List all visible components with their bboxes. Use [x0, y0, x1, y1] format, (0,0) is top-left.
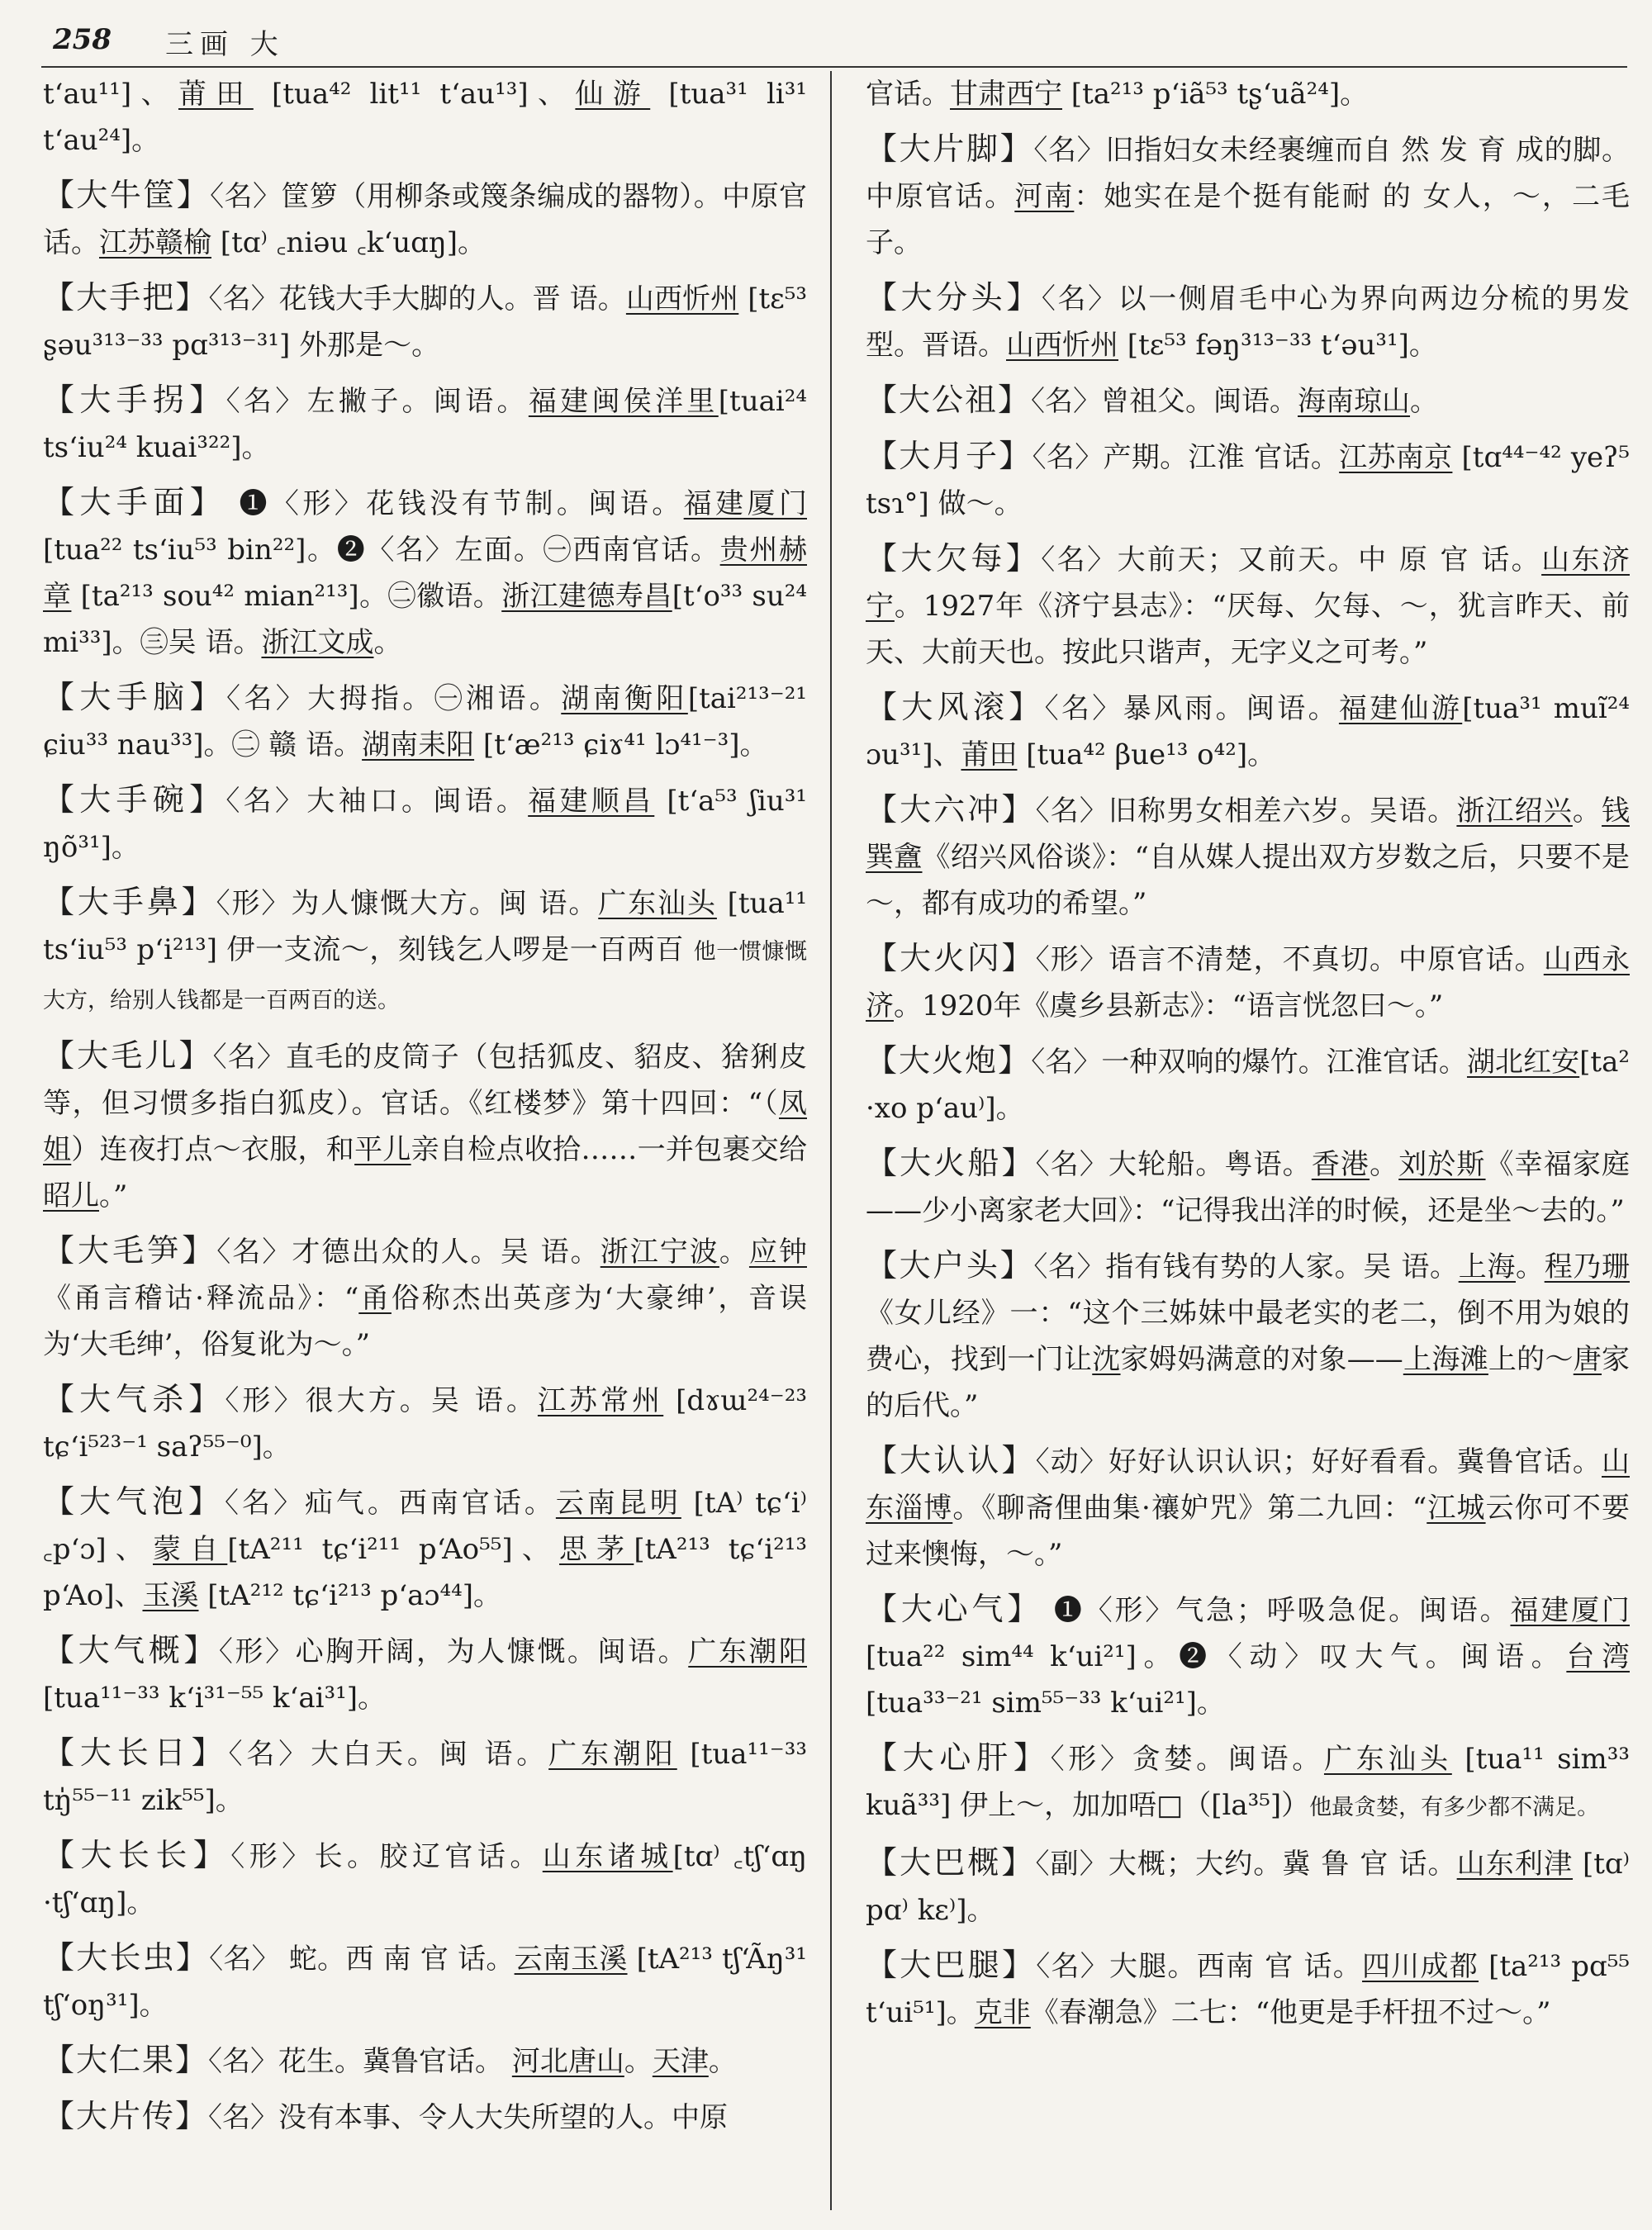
- entry-headword: 【大手碗】: [43, 781, 226, 818]
- entry-text: 〈动〉好好认识认识；好好看看。冀鲁官话。: [1035, 1445, 1602, 1478]
- entry-text: [tɑ⁾ ꜀niəu ꜀kʻuɑŋ]。: [211, 226, 487, 259]
- entry-text: tʻau¹¹]、: [43, 78, 178, 111]
- entry-headword: 【大六冲】: [866, 791, 1036, 828]
- entry-text: [tua²² tsʻiu⁵³ bin²²]。❷〈名〉左面。㊀西南官话。: [43, 534, 720, 567]
- place-name: 香港: [1311, 1148, 1370, 1181]
- dictionary-entry: [866, 1242, 1630, 1429]
- dictionary-entry: [43, 2037, 807, 2085]
- place-name: 克非: [974, 1996, 1031, 2029]
- dictionary-entry: [866, 1140, 1630, 1234]
- place-name: 山西忻州: [1006, 329, 1118, 362]
- place-name: 福建厦门: [1510, 1594, 1630, 1627]
- place-name: 思茅: [559, 1533, 634, 1566]
- entry-headword: 【大欠每】: [866, 540, 1042, 576]
- place-name: 广东潮阳: [548, 1738, 677, 1771]
- place-name: 浙江文成: [261, 626, 374, 659]
- entry-text: [ta²¹³ sou⁴² mian²¹³]。㊁徽语。: [71, 580, 502, 613]
- entry-text: 〈名〉才德出众的人。吴 语。: [216, 1236, 601, 1269]
- entry-text: 〈名〉大拇指。㊀湘语。: [225, 682, 562, 715]
- entry-headword: 【大火船】: [866, 1145, 1036, 1181]
- entry-headword: 【大仁果】: [43, 2042, 209, 2078]
- place-name: 钱巽盦: [866, 795, 1630, 874]
- entry-text: [tuai²⁴ tsʻiu²⁴ kuai³²²]。: [43, 385, 807, 464]
- dictionary-entry: [43, 879, 807, 1024]
- page-number: 258: [53, 23, 112, 56]
- place-name: 湖南耒阳: [362, 728, 475, 762]
- dictionary-entry: [43, 1376, 807, 1470]
- place-name: 山西忻州: [625, 282, 739, 316]
- place-name: 海南琼山: [1298, 385, 1411, 418]
- entry-text: [tɑ⁾ pɑ⁾ kɛ⁾]。: [866, 1848, 1630, 1927]
- dictionary-entry: [866, 684, 1630, 778]
- entry-headword: 【大毛儿】: [43, 1037, 213, 1074]
- entry-text: 〈名〉以一侧眉毛中心为界向两边分梳的男发型。晋语。: [866, 282, 1630, 362]
- place-name: 江城: [1427, 1492, 1486, 1525]
- place-name: 山东诸城: [542, 1840, 673, 1873]
- place-name: 莆田: [178, 78, 254, 111]
- place-name: 福建闽侯洋里: [528, 385, 719, 418]
- entry-headword: 【大巴概】: [866, 1844, 1036, 1881]
- dictionary-entry: [866, 377, 1630, 425]
- entry-text: 〈名〉大前天；又前天。中 原 官 话。: [1041, 543, 1542, 576]
- place-name: 贵州赫章: [43, 534, 807, 613]
- entry-text: 〈名〉疝气。西南官话。: [224, 1487, 556, 1520]
- dictionary-entry: [866, 433, 1630, 527]
- entry-text: 〈名〉大轮船。粤语。: [1035, 1148, 1312, 1181]
- entry-text: 。《聊斋俚曲集·禳妒咒》第二九回：“: [952, 1492, 1427, 1525]
- dictionary-entry: [43, 776, 807, 871]
- entry-text: [dɤɯ²⁴⁻²³ tɕʻi⁵²³⁻¹ saʔ⁵⁵⁻⁰]。: [43, 1384, 807, 1464]
- entry-text: 〈名〉筐箩（用柳条或篾条编成的器物）。中原官话。: [43, 180, 807, 259]
- dictionary-entry: [866, 126, 1630, 266]
- entry-text: 云你可不要过来懊悔，～。”: [866, 1492, 1630, 1571]
- entry-text: 亲自检点收拾……一并包裹交给: [411, 1133, 807, 1166]
- place-name: 云南玉溪: [514, 1943, 628, 1976]
- place-name: 山东济宁: [866, 543, 1630, 623]
- place-name: 凤姐: [43, 1087, 807, 1166]
- entry-text: 〈名〉大袖口。闽语。: [225, 785, 529, 818]
- entry-text: 官话。: [866, 78, 950, 111]
- place-name: 广东汕头: [1323, 1743, 1452, 1776]
- place-name: 广东潮阳: [688, 1635, 807, 1668]
- entry-text: 〈名〉花钱大手大脚的人。晋 语。: [208, 282, 626, 316]
- place-name: 甬: [358, 1282, 392, 1315]
- entry-text: 〈形〉心胸开阔，为人慷慨。闽语。: [218, 1635, 689, 1668]
- entry-text: 〈名〉花生。冀鲁官话。: [208, 2045, 512, 2078]
- entry-headword: 【大户头】: [866, 1247, 1034, 1283]
- entry-text: [tua¹¹ sim³³ kuã³³] 伊上～，加加唔□（[la³⁵]）: [866, 1743, 1630, 1822]
- entry-text: 。: [1370, 1148, 1399, 1181]
- entry-text: 。: [1572, 795, 1602, 828]
- page-header: [41, 18, 1627, 63]
- place-name: 广东汕头: [598, 887, 717, 920]
- place-name: 江苏赣榆: [99, 226, 211, 259]
- entry-text: [tʻa⁵³ ʃiu³¹ ŋõ³¹]。: [43, 785, 807, 864]
- entry-headword: 【大毛笋】: [43, 1232, 217, 1269]
- entry-text: [tua¹¹⁻³³ kʻi³¹⁻⁵⁵ kʻai³¹]。: [43, 1682, 387, 1715]
- entry-text: ：她实在是个挺有能耐 的 女人，～，二毛子。: [866, 180, 1630, 259]
- entry-headword: 【大牛筐】: [43, 177, 211, 213]
- place-name: 天津: [652, 2045, 709, 2078]
- place-name: 沈: [1092, 1343, 1121, 1376]
- entry-headword: 【大风滚】: [866, 689, 1045, 725]
- dictionary-entry: [43, 674, 807, 768]
- dictionary-entry: [43, 2093, 807, 2141]
- place-name: 福建厦门: [683, 487, 807, 520]
- entry-headword: 【大心气】: [866, 1591, 1043, 1627]
- entry-headword: 【大火闪】: [866, 940, 1036, 976]
- entry-text: [ta²¹³ pʻiã⁵³ tʂʻuã²⁴]。: [1062, 78, 1369, 111]
- place-name: 四川成都: [1362, 1950, 1479, 1983]
- entry-text: 〈名〉旧指妇女未经裹缠而自 然 发 育 成的脚。中原官话。: [866, 134, 1630, 213]
- left-column: [43, 71, 807, 2210]
- place-name: 应钟: [748, 1236, 807, 1269]
- dictionary-entry: [43, 1729, 807, 1824]
- dictionary-entry: [866, 935, 1630, 1029]
- entry-headword: 【大气概】: [43, 1632, 219, 1668]
- place-name: 福建仙游: [1338, 692, 1463, 725]
- entry-text: 〈副〉大概；大约。冀 鲁 官 话。: [1035, 1848, 1457, 1881]
- place-name: 云南昆明: [555, 1487, 681, 1520]
- entry-headword: 【大巴腿】: [866, 1947, 1037, 1983]
- entry-text: 〈名〉没有本事、令人大失所望的人。中原: [208, 2101, 729, 2134]
- header-rule: [41, 66, 1627, 68]
- entry-text: 〈名〉左撇子。闽语。: [225, 385, 529, 418]
- entry-text: 家姆妈满意的对象——: [1120, 1343, 1403, 1376]
- entry-text: 。: [708, 2045, 737, 2078]
- place-name: 浙江宁波: [600, 1236, 719, 1269]
- dictionary-entry: [43, 1227, 807, 1368]
- entry-text: 〈形〉语言不清楚，不真切。中原官话。: [1035, 943, 1544, 976]
- entry-headword: 【大手鼻】: [43, 884, 216, 920]
- column-divider: [830, 71, 832, 2210]
- entry-text: [tɛ⁵³ fəŋ³¹³⁻³³ tʻəu³¹]。: [1118, 329, 1437, 362]
- entry-text: 〈名〉产期。江淮 官话。: [1032, 441, 1340, 474]
- running-head: 三画 大: [165, 28, 285, 61]
- dictionary-entry: [866, 1437, 1630, 1578]
- entry-text: 〈名〉一种双响的爆竹。江淮官话。: [1031, 1046, 1467, 1079]
- place-name: 福建顺昌: [528, 785, 655, 818]
- entry-headword: 【大长长】: [43, 1837, 231, 1873]
- entry-headword: 【大片脚】: [866, 130, 1034, 167]
- entry-text: ❶〈形〉气急；呼吸急促。闽语。: [1042, 1594, 1511, 1627]
- entry-continuation: [43, 71, 807, 164]
- dictionary-entry: [43, 1934, 807, 2028]
- entry-headword: 【大分头】: [866, 279, 1042, 316]
- entry-text: 。: [373, 626, 402, 659]
- place-name: 江苏南京: [1339, 441, 1453, 474]
- entry-headword: 【大火炮】: [866, 1042, 1032, 1079]
- place-name: 河北唐山: [511, 2045, 624, 2078]
- entry-text: 《女儿经》一：“这个三姊妹中最老实的老二，倒不用为娘的费心，找到一门让: [866, 1297, 1630, 1376]
- entry-text: 。”: [99, 1179, 128, 1212]
- dictionary-entry: [43, 1627, 807, 1721]
- entry-headword: 【大手面】: [43, 484, 227, 520]
- entry-text: 〈形〉为人慷慨大方。闽 语。: [216, 887, 599, 920]
- place-name: 仙游: [575, 78, 651, 111]
- place-name: 台湾: [1566, 1640, 1630, 1673]
- entry-text: 〈名〉直毛的皮筒子（包括狐皮、貂皮、猞猁皮等，但习惯多指白狐皮）。官话。《红楼梦》第十四回：“（: [43, 1041, 807, 1120]
- entry-text: 〈形〉长。胶辽官话。: [230, 1840, 543, 1873]
- entry-text: 〈名〉旧称男女相差六岁。吴语。: [1035, 795, 1457, 828]
- place-name: 程乃珊: [1544, 1250, 1630, 1283]
- entry-text: ❶〈形〉花钱没有节制。闽语。: [226, 487, 684, 520]
- entry-text: [tua¹¹⁻³³ tŋ̍⁵⁵⁻¹¹ zik⁵⁵]。: [43, 1738, 807, 1817]
- dictionary-entry: [866, 1586, 1630, 1726]
- place-name: 湖南衡阳: [561, 682, 688, 715]
- entry-text: [tA²¹¹ tɕʻi²¹¹ pʻAo⁵⁵]、: [227, 1533, 560, 1566]
- entry-text: [tɑ⁴⁴⁻⁴² yeʔ⁵ tsɿ°] 做～。: [866, 441, 1630, 520]
- entry-text: ）连夜打点～衣服，和: [71, 1133, 355, 1166]
- entry-text: [tʻo³³ su²⁴ mi³³]。㊂吴 语。: [43, 580, 807, 659]
- dictionary-entry: [43, 172, 807, 266]
- place-name: 唐: [1573, 1343, 1602, 1376]
- entry-text: [tɑ⁾ ꜀tʃʻɑŋ ·tʃʻɑŋ]。: [43, 1840, 807, 1919]
- entry-headword: 【大手拐】: [43, 382, 226, 418]
- place-name: 浙江绍兴: [1456, 795, 1573, 828]
- entry-text: 〈名〉大腿。西南 官 话。: [1036, 1950, 1363, 1983]
- entry-headword: 【大手把】: [43, 279, 209, 316]
- place-name: 刘於斯: [1398, 1148, 1486, 1181]
- entry-text: 家的后代。”: [866, 1343, 1630, 1422]
- entry-text: [ta² ·xo pʻau⁾]。: [866, 1046, 1630, 1125]
- entry-text: [tua⁴² βue¹³ o⁴²]。: [1017, 738, 1276, 771]
- entry-text: 《绍兴风俗谈》：“自从媒人提出双方岁数之后，只要不是～，都有成功的希望。”: [866, 841, 1630, 920]
- entry-text: 。: [1410, 385, 1439, 418]
- entry-text: [tA²¹² tɕʻi²¹³ pʻaɔ⁴⁴]。: [198, 1579, 501, 1612]
- dictionary-entry: [43, 274, 807, 368]
- dictionary-entry: [866, 1734, 1630, 1831]
- entry-text: [tua³¹ li³¹ tʻau²⁴]。: [43, 78, 807, 157]
- entry-text: [tʻæ²¹³ ɕiɤ⁴¹ lɔ⁴¹⁻³]。: [474, 728, 768, 762]
- dictionary-entry: [43, 1478, 807, 1619]
- dictionary-entry: [866, 1839, 1630, 1933]
- dictionary-entry: [43, 377, 807, 471]
- dictionary-entry: [866, 786, 1630, 927]
- entry-text: 。1920年《虞乡县新志》：“语言恍忽曰～。”: [894, 989, 1444, 1022]
- dictionary-entry: [43, 1832, 807, 1926]
- place-name: 湖北红安: [1466, 1046, 1580, 1079]
- entry-text: 。: [1516, 1250, 1545, 1283]
- entry-headword: 【大长日】: [43, 1734, 229, 1771]
- entry-text: 〈形〉很大方。吴 语。: [225, 1384, 538, 1417]
- dictionary-entry: [866, 535, 1630, 676]
- place-name: 河南: [1014, 180, 1075, 213]
- entry-text: 上的～: [1488, 1343, 1574, 1376]
- place-name: 蒙自: [152, 1533, 228, 1566]
- right-column: [866, 71, 1630, 2210]
- entry-headword: 【大认认】: [866, 1442, 1036, 1478]
- gloss-text: 他一惯慷慨大方，给别人钱都是一百两百的送。: [43, 939, 807, 1013]
- entry-text: 。1927年《济宁县志》：“厌每、欠每、～，犹言昨天、前天、大前天也。按此只谐声，无字义之可考。”: [866, 590, 1630, 669]
- entry-text: 《春潮急》二七：“他更是手杆扭不过～。”: [1030, 1996, 1551, 2029]
- dictionary-entry: [43, 479, 807, 666]
- entry-text: 〈名〉指有钱有势的人家。吴 语。: [1033, 1250, 1459, 1283]
- place-name: 玉溪: [142, 1579, 199, 1612]
- entry-headword: 【大公祖】: [866, 382, 1032, 418]
- dictionary-entry: [866, 274, 1630, 368]
- entry-text: [tua¹¹ tsʻiu⁵³ pʻi²¹³] 伊一支流～，刻钱乞人啰是一百两百: [43, 887, 807, 966]
- entry-text: 《幸福家庭——少小离家老大回》：“记得我出洋的时候，还是坐～去的。”: [866, 1148, 1630, 1227]
- entry-headword: 【大气泡】: [43, 1483, 225, 1520]
- entry-text: [tA⁾ tɕʻi⁾ ꜀pʻɔ]、: [43, 1487, 807, 1566]
- entry-text: 〈名〉 蛇。西 南 官 话。: [209, 1943, 515, 1976]
- place-name: 上海: [1458, 1250, 1517, 1283]
- entry-text: [tua³¹ muĩ²⁴ ɔu³¹]、: [866, 692, 1630, 771]
- entry-text: 〈名〉曾祖父。闽语。: [1031, 385, 1298, 418]
- place-name: 甘肃西宁: [950, 78, 1062, 111]
- dictionary-entry: [43, 1032, 807, 1219]
- entry-text: [tai²¹³⁻²¹ ɕiu³³ nau³³]。㊁ 赣 语。: [43, 682, 807, 762]
- entry-text: 〈名〉暴风雨。闽语。: [1044, 692, 1339, 725]
- place-name: 山东利津: [1456, 1848, 1574, 1881]
- entry-text: [tua²² sim⁴⁴ kʻui²¹]。❷〈动〉叹大气。闽语。: [866, 1640, 1567, 1673]
- entry-text: 。: [719, 1236, 749, 1269]
- place-name: 平儿: [354, 1133, 411, 1166]
- entry-text: [tA²¹³ tʃʻÃŋ³¹ tʃʻoŋ³¹]。: [43, 1943, 807, 2022]
- entry-text: 〈形〉贪婪。闽语。: [1050, 1743, 1324, 1776]
- entry-headword: 【大片传】: [43, 2098, 209, 2134]
- place-name: 浙江建德寿昌: [501, 580, 672, 613]
- entry-text: 俗称杰出英彦为‘大豪绅’，音误为‘大毛绅’，俗复讹为～。”: [43, 1282, 807, 1361]
- dictionary-entry: [866, 1942, 1630, 2036]
- entry-text: [tɛ⁵³ ʂəu³¹³⁻³³ pɑ³¹³⁻³¹] 外那是～。: [43, 282, 807, 362]
- entry-headword: 【大长虫】: [43, 1939, 210, 1976]
- entry-text: 。: [624, 2045, 653, 2078]
- place-name: 昭儿: [43, 1179, 99, 1212]
- place-name: 山东淄博: [866, 1445, 1630, 1525]
- entry-text: [tua⁴² lit¹¹ tʻau¹³]、: [253, 78, 576, 111]
- gloss-text: 他最贪婪，有多少都不满足。: [1309, 1795, 1600, 1820]
- entry-headword: 【大手脑】: [43, 679, 226, 715]
- entry-continuation: [866, 71, 1630, 117]
- place-name: 江苏常州: [537, 1384, 664, 1417]
- entry-text: [ta²¹³ pɑ⁵⁵ tʻui⁵¹]。: [866, 1950, 1630, 2029]
- entry-text: 〈名〉大白天。闽 语。: [228, 1738, 549, 1771]
- place-name: 上海滩: [1403, 1343, 1488, 1376]
- entry-text: 《甬言稽诂·释流品》：“: [43, 1282, 359, 1315]
- entry-text: [tA²¹³ tɕʻi²¹³ pʻAo]、: [43, 1533, 807, 1612]
- place-name: 山西永济: [866, 943, 1630, 1022]
- dictionary-entry: [866, 1037, 1630, 1132]
- entry-headword: 【大气杀】: [43, 1381, 225, 1417]
- place-name: 莆田: [961, 738, 1018, 771]
- entry-headword: 【大心肝】: [866, 1739, 1051, 1776]
- entry-text: [tua³³⁻²¹ sim⁵⁵⁻³³ kʻui²¹]。: [866, 1687, 1225, 1720]
- entry-headword: 【大月子】: [866, 438, 1032, 474]
